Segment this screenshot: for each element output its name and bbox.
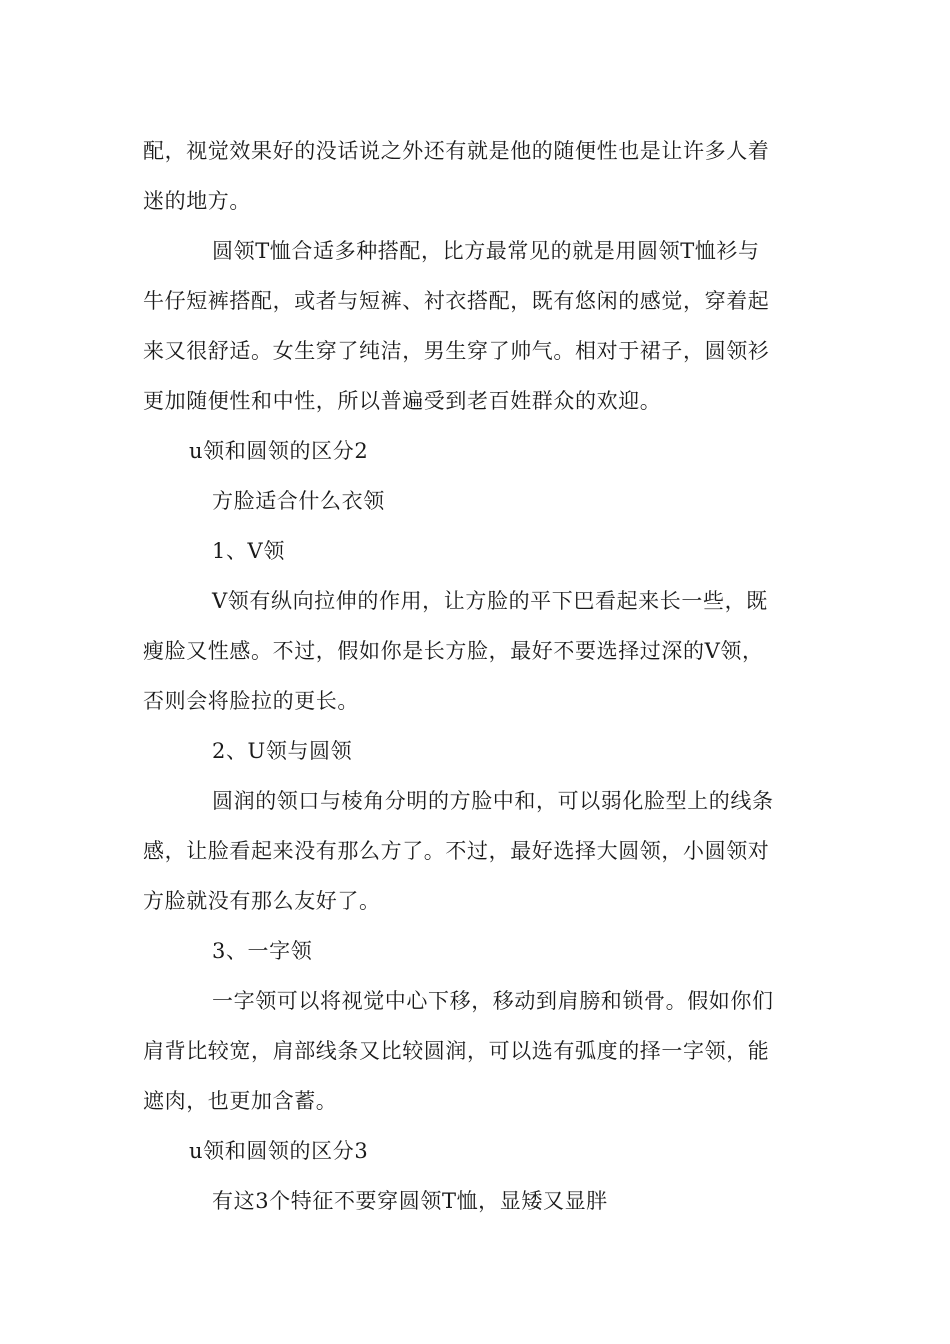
subsection-title: 方脸适合什么衣领 [212, 489, 385, 513]
subsection-title: 有这3个特征不要穿圆领T恤，显矮又显胖 [212, 1189, 608, 1213]
body-text-line: 肩背比较宽，肩部线条又比较圆润，可以选有弧度的择一字领，能 [143, 1039, 770, 1063]
section-heading: u领和圆领的区分2 [189, 439, 369, 463]
body-text-line: 否则会将脸拉的更长。 [143, 689, 359, 713]
paragraph-first-line: 一字领可以将视觉中心下移，移动到肩膀和锁骨。假如你们 [212, 989, 774, 1013]
list-item-heading: 2、U领与圆领 [212, 739, 353, 763]
paragraph-first-line: 圆领T恤合适多种搭配，比方最常见的就是用圆领T恤衫与 [212, 239, 760, 263]
body-text-line: 牛仔短裤搭配，或者与短裤、衬衣搭配，既有悠闲的感觉，穿着起 [143, 289, 770, 313]
body-text-line: 更加随便性和中性，所以普遍受到老百姓群众的欢迎。 [143, 389, 662, 413]
body-text-line: 迷的地方。 [143, 189, 251, 213]
body-text-line: 来又很舒适。女生穿了纯洁，男生穿了帅气。相对于裙子，圆领衫 [143, 339, 770, 363]
body-text-line: 瘦脸又性感。不过，假如你是长方脸，最好不要选择过深的V领， [143, 639, 764, 663]
paragraph-first-line: V领有纵向拉伸的作用，让方脸的平下巴看起来长一些，既 [212, 589, 768, 613]
paragraph-first-line: 圆润的领口与棱角分明的方脸中和，可以弱化脸型上的线条 [212, 789, 774, 813]
body-text-line: 感，让脸看起来没有那么方了。不过，最好选择大圆领，小圆领对 [143, 839, 770, 863]
section-heading: u领和圆领的区分3 [189, 1139, 369, 1163]
body-text-line: 方脸就没有那么友好了。 [143, 889, 381, 913]
list-item-heading: 1、V领 [212, 539, 285, 563]
body-text-line: 配，视觉效果好的没话说之外还有就是他的随便性也是让许多人着 [143, 139, 770, 163]
body-text-line: 遮肉，也更加含蓄。 [143, 1089, 338, 1113]
list-item-heading: 3、一字领 [212, 939, 313, 963]
